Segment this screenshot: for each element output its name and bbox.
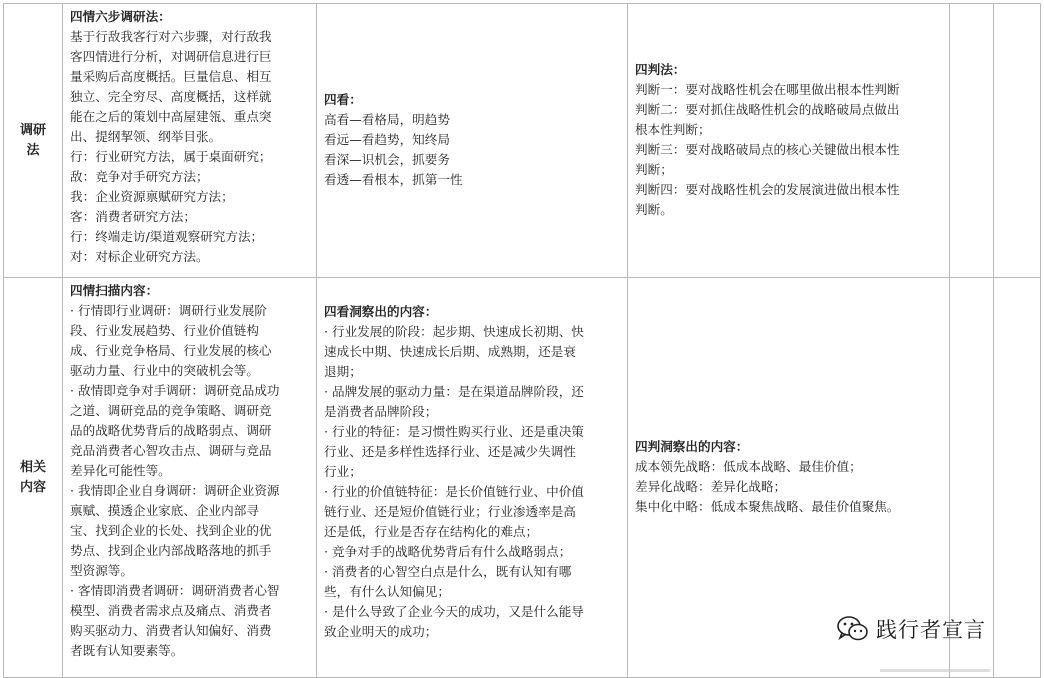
cell-block (63, 4, 316, 271)
cell-line: 看远—看趋势，知终局 (324, 132, 450, 147)
cell-line: 看透—看根本，抓第一性 (324, 172, 463, 187)
cell-line: 判断； (635, 162, 673, 177)
cell-line: 量采购后高度概括。巨量信息、相互 (70, 69, 272, 84)
cell-title: 四看洞察出的内容： (324, 304, 438, 319)
cell-block (628, 57, 949, 224)
cell-line: 链行业、还是短价值链行业；行业渗透率是高 (324, 504, 576, 519)
cell-line: 宝、找到企业的长处、找到企业的优 (70, 523, 272, 538)
cell-line: 势点、找到企业内部战略落地的抓手 (70, 543, 272, 558)
cell-line: 驱动力量、行业中的突破机会等。 (70, 363, 259, 378)
cell-line: 成、行业竞争格局、行业发展的核心 (70, 343, 272, 358)
cell-line: 根本性判断； (635, 122, 711, 137)
cell-line: 致企业明天的成功； (324, 624, 438, 639)
cell-line: 看深—识机会，抓要务 (324, 152, 450, 167)
cell-line: · 行情即行业调研：调研行业发展阶 (70, 303, 267, 318)
cell-line: 基于行敌我客行对六步骤，对行敌我 (70, 29, 272, 44)
empty-cell (950, 4, 994, 278)
table-cell (63, 278, 317, 678)
cell-line: 退期； (324, 364, 362, 379)
cell-title: 四判法： (635, 62, 686, 77)
cell-block (317, 87, 627, 194)
cell-line: 差异化战略：差异化战略； (635, 479, 787, 494)
cell-line: · 消费者的心智空白点是什么，既有认知有哪 (324, 564, 572, 579)
cell-line: 购买驱动力、消费者认知偏好、消费 (70, 623, 272, 638)
cell-line: 判断一：要对战略性机会在哪里做出根本性判断 (635, 82, 900, 97)
cell-line: 差异化可能性等。 (70, 463, 171, 478)
empty-cell (994, 278, 1041, 678)
cell-line: 高看—看格局，明趋势 (324, 112, 450, 127)
cell-line: · 行业的特征：是习惯性购买行业、还是重决策 (324, 424, 584, 439)
row-header-label: 调研 法 (19, 122, 46, 158)
cell-line: 出、提纲挈领、纲举目张。 (70, 129, 222, 144)
cell-line: 判断二：要对抓住战略性机会的战略破局点做出 (635, 102, 900, 117)
content-table (3, 3, 1041, 678)
empty-cell (994, 4, 1041, 278)
cell-block (63, 278, 316, 665)
cell-line: 还是低，行业是否存在结构化的难点； (324, 524, 539, 539)
cell-line: 竞品消费者心智攻击点、调研与竞品 (70, 443, 272, 458)
cell-line: · 竞争对手的战略优势背后有什么战略弱点； (324, 544, 572, 559)
wechat-icon (836, 615, 870, 643)
cell-line: 集中化中略：低成本聚焦战略、最佳价值聚焦。 (635, 499, 900, 514)
watermark (836, 614, 986, 644)
cell-line: 独立、完全穷尽、高度概括，这样就 (70, 89, 272, 104)
cell-line: 客四情进行分析，对调研信息进行巨 (70, 49, 272, 64)
cell-line: 行：终端走访/渠道观察研究方法； (70, 229, 264, 244)
cell-line: 行：行业研究方法，属于桌面研究； (70, 149, 272, 164)
cell-line: 禀赋、摸透企业家底、企业内部寻 (70, 503, 259, 518)
cell-line: 敌：竞争对手研究方法； (70, 169, 209, 184)
row-header-label: 相关 内容 (19, 459, 46, 495)
cell-line: · 我情即企业自身调研：调研企业资源 (70, 483, 280, 498)
table-row-research-method (4, 4, 1041, 278)
watermark-text: 践行者宣言 (876, 618, 986, 642)
cell-line: · 敌情即竞争对手调研：调研竞品成功 (70, 383, 280, 398)
table-cell (628, 4, 950, 278)
cell-line: · 品牌发展的驱动力量：是在渠道品牌阶段，还 (324, 384, 584, 399)
cell-block (317, 278, 627, 646)
table-cell (63, 4, 317, 278)
cell-line: 是消费者品牌阶段； (324, 404, 438, 419)
table-cell (317, 278, 628, 678)
cell-line: · 行业的价值链特征：是长价值链行业、中价值 (324, 484, 584, 499)
cell-line: 能在之后的策划中高屋建瓴、重点突 (70, 109, 272, 124)
cell-line: 段、行业发展趋势、行业价值链构 (70, 323, 259, 338)
cell-line: 成本领先战略：低成本战略、最佳价值； (635, 459, 862, 474)
row-header (4, 278, 63, 678)
cell-line: 速成长中期、快速成长后期、成熟期，还是衰 (324, 344, 576, 359)
cell-line: · 是什么导致了企业今天的成功，又是什么能导 (324, 604, 584, 619)
cell-line: 之道、调研竞品的竞争策略、调研竞 (70, 403, 272, 418)
cell-title: 四看： (324, 92, 362, 107)
cell-line: · 客情即消费者调研：调研消费者心智 (70, 583, 280, 598)
cell-line: 模型、消费者需求点及痛点、消费者 (70, 603, 272, 618)
cell-line: 行业、还是多样性选择行业、还是减少失调性 (324, 444, 576, 459)
cell-line: 客：消费者研究方法； (70, 209, 196, 224)
cell-title: 四情扫描内容： (70, 283, 159, 298)
cell-line: 判断。 (635, 202, 673, 217)
cell-title: 四判洞察出的内容： (635, 439, 749, 454)
cell-line: 型资源等。 (70, 563, 133, 578)
cell-block (628, 434, 949, 521)
cell-line: 对：对标企业研究方法。 (70, 249, 209, 264)
cell-line: 行业； (324, 464, 362, 479)
table-cell (317, 4, 628, 278)
cell-line: 些，有什么认知偏见； (324, 584, 450, 599)
cell-line: 者既有认知要素等。 (70, 643, 184, 658)
cell-line: 品的战略优势背后的战略弱点、调研 (70, 423, 272, 438)
cell-line: 我：企业资源禀赋研究方法； (70, 189, 234, 204)
row-header (4, 4, 63, 278)
cell-line: 判断四：要对战略性机会的发展演进做出根本性 (635, 182, 900, 197)
cell-title: 四情六步调研法： (70, 9, 171, 24)
cell-line: 判断三：要对战略破局点的核心关键做出根本性 (635, 142, 900, 157)
cell-line: · 行业发展的阶段：起步期、快速成长初期、快 (324, 324, 584, 339)
